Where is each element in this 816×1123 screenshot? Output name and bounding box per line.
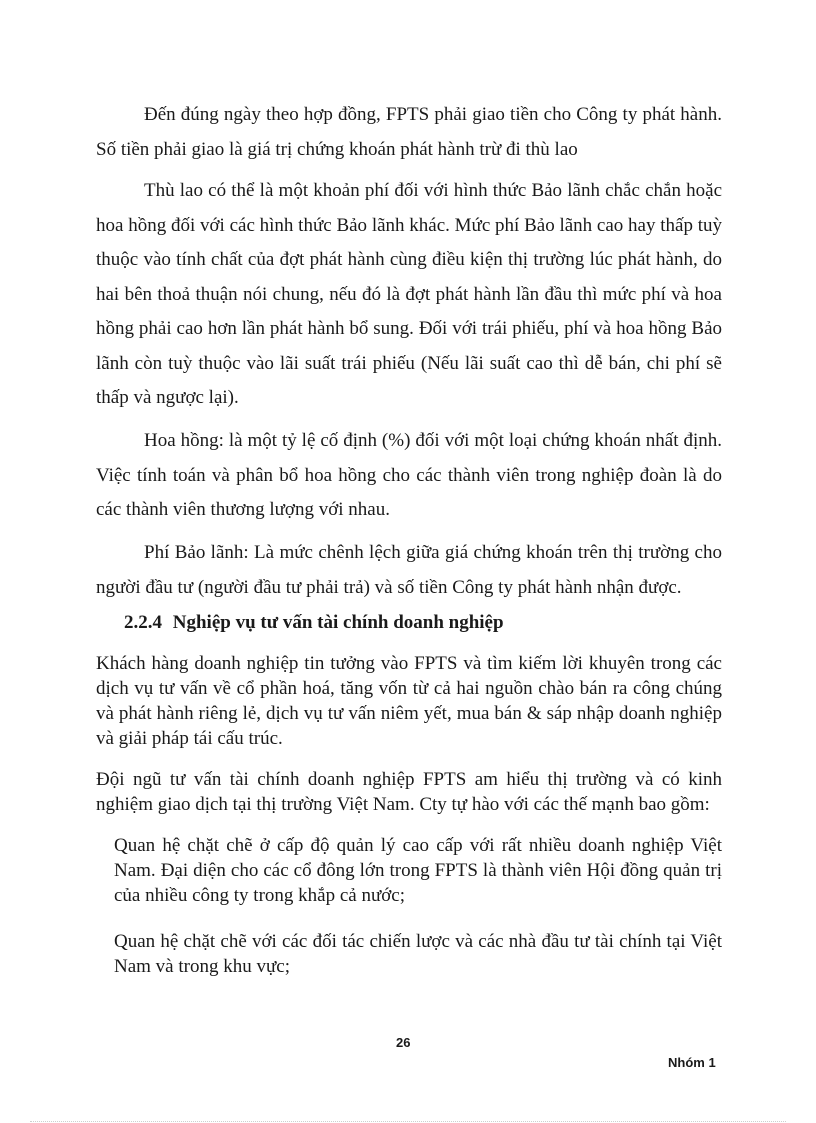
- paragraph-underwriting-fee: Phí Bảo lãnh: Là mức chênh lệch giữa giá chứng khoán trên thị trường cho người đầu tư (người đầu tư phải trả) và số tiền Công ty phát hành nhận được.: [96, 542, 722, 598]
- section-number: 2.2.4: [124, 612, 162, 633]
- paragraph-team: Đội ngũ tư vấn tài chính doanh nghiệp FPTS am hiểu thị trường và có kinh nghiệm giao dịch tại thị trường Việt Nam. Cty tự hào với các thế mạnh bao gồm:: [96, 769, 722, 815]
- paragraph-fee: Thù lao có thể là một khoản phí đối với hình thức Bảo lãnh chắc chắn hoặc hoa hồng đối với các hình thức Bảo lãnh khác. Mức phí Bảo lãnh cao hay thấp tuỳ thuộc vào tính chất của đợt phát hành cùng điều kiện thị trường lúc phát hành, do hai bên thoả thuận nói chung, nếu đó là đợt phát hành lần đầu thì mức phí và hoa hồng phải cao hơn lần phát hành bổ sung. Đối với trái phiếu, phí và hoa hồng Bảo lãnh còn tuỳ thuộc vào lãi suất trái phiếu (Nếu lãi suất cao thì dễ bán, chi phí sẽ thấp và ngược lại).: [96, 180, 722, 408]
- strength-text: Quan hệ chặt chẽ với các đối tác chiến lược và các nhà đầu tư tài chính tại Việt Nam và trong khu vực;: [114, 931, 722, 977]
- section-heading: [124, 610, 504, 636]
- strength-item-partners: [114, 929, 722, 979]
- paragraph-payment: Đến đúng ngày theo hợp đồng, FPTS phải giao tiền cho Công ty phát hành. Số tiền phải giao là giá trị chứng khoán phát hành trừ đi thù lao: [96, 104, 722, 160]
- paragraph-commission: Hoa hồng: là một tỷ lệ cố định (%) đối với một loại chứng khoán nhất định. Việc tính toán và phân bổ hoa hồng cho các thành viên trong nghiệp đoàn là do các thành viên thương lượng với nhau.: [96, 430, 722, 520]
- strength-item-management: [114, 833, 722, 908]
- group-label: Nhóm 1: [668, 1055, 716, 1070]
- strength-text: Quan hệ chặt chẽ ở cấp độ quản lý cao cấp với rất nhiều doanh nghiệp Việt Nam. Đại diện cho các cổ đông lớn trong FPTS là thành viên Hội đồng quản trị của nhiều công ty trong khắp cả nước;: [114, 835, 722, 906]
- page-number: 26: [396, 1035, 411, 1050]
- bottom-divider: [30, 1121, 786, 1122]
- section-title: Nghiệp vụ tư vấn tài chính doanh nghiệp: [172, 612, 504, 633]
- paragraph-clients: Khách hàng doanh nghiệp tin tưởng vào FPTS và tìm kiếm lời khuyên trong các dịch vụ tư vấn về cổ phần hoá, tăng vốn từ cả hai nguồn chào bán ra công chúng và phát hành riêng lẻ, dịch vụ tư vấn niêm yết, mua bán & sáp nhập doanh nghiệp và giải pháp tái cấu trúc.: [96, 653, 722, 749]
